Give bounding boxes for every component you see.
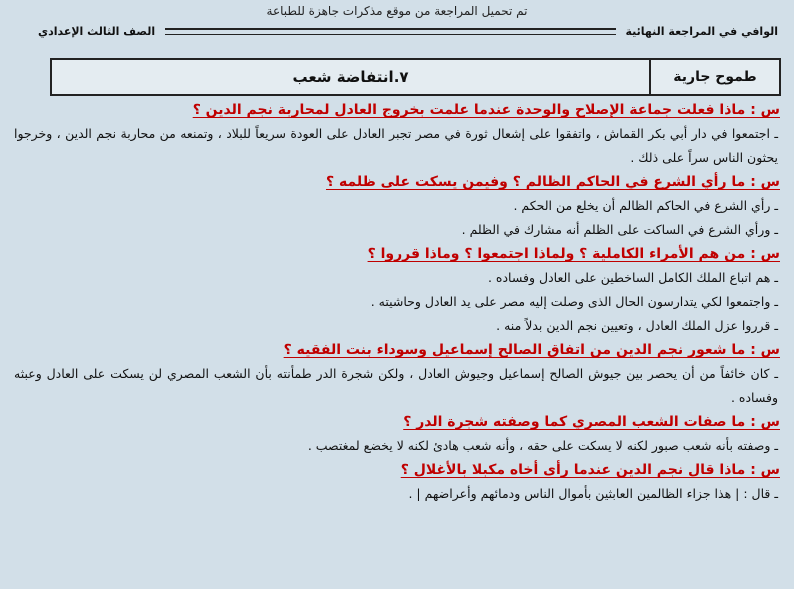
answer-6-1: ـ قال : | هذا جزاء الظالمين العابثين بأموال الناس ودمائهم وأعراضهم | . xyxy=(408,486,778,501)
download-note: تم تحميل المراجعة من موقع مذكرات جاهزة للطباعة xyxy=(266,4,528,18)
answer-3-2: ـ واجتمعوا لكي يتدارسون الحال الذى وصلت إليه مصر على يد العادل وحاشيته . xyxy=(370,294,778,309)
header-divider xyxy=(165,28,615,35)
question-2: س : ما رأي الشرع في الحاكم الظالم ؟ وفيمن يسكت على ظلمه ؟ xyxy=(325,174,780,190)
header-grade: الصف الثالث الإعدادي xyxy=(38,24,156,38)
answer-3-1: ـ هم اتباع الملك الكامل الساخطين على العادل وفساده . xyxy=(487,270,778,285)
header-book-title: الوافي في المراجعة النهائية xyxy=(625,24,778,38)
qa-section xyxy=(14,98,780,506)
page-header xyxy=(38,22,778,40)
chapter-title-box xyxy=(50,58,781,96)
question-1: س : ماذا فعلت جماعة الإصلاح والوحدة عندما علمت بخروج العادل لمحاربة نجم الدين ؟ xyxy=(192,102,780,118)
question-4: س : ما شعور نجم الدين من اتفاق الصالح إسماعيل وسوداء بنت الفقيه ؟ xyxy=(283,342,780,358)
answer-2-1: ـ رأي الشرع في الحاكم الظالم أن يخلع من الحكم . xyxy=(513,198,778,213)
question-3: س : من هم الأمراء الكاملية ؟ ولماذا اجتمعوا ؟ وماذا قرروا ؟ xyxy=(367,246,780,262)
answer-4-1: ـ كان خائفاً من أن يحصر بين جيوش الصالح إسماعيل وجيوش العادل ، ولكن شجرة الدر طمأنته بأن الشعب المصري لن يسكت على العادل وعبثه وفساده . xyxy=(14,366,778,405)
answer-5-1: ـ وصفته بأنه شعب صبور لكنه لا يسكت على حقه ، وأنه شعب هادئ لكنه لا يخضع لمغتصب . xyxy=(307,438,778,453)
question-6: س : ماذا قال نجم الدين عندما رأى أخاه مكبلا بالأغلال ؟ xyxy=(400,462,780,478)
chapter-book-name: طموح جارية xyxy=(649,60,779,94)
question-5: س : ما صفات الشعب المصري كما وصفته شجرة الدر ؟ xyxy=(403,414,780,430)
answer-1-1: ـ اجتمعوا في دار أبي بكر القماش ، واتفقوا على إشعال ثورة في مصر تجبر العادل على العودة سريعاً للبلاد ، وتمنعه من محاربة نجم الدين ، وخرجوا يحثون الناس سراً على ذلك . xyxy=(14,126,778,165)
answer-3-3: ـ قرروا عزل الملك العادل ، وتعيين نجم الدين بدلاً منه . xyxy=(496,318,778,333)
chapter-title: ٧.انتفاضة شعب xyxy=(292,68,409,86)
answer-2-2: ـ ورأي الشرع في الساكت على الظلم أنه مشارك في الظلم . xyxy=(461,222,778,237)
